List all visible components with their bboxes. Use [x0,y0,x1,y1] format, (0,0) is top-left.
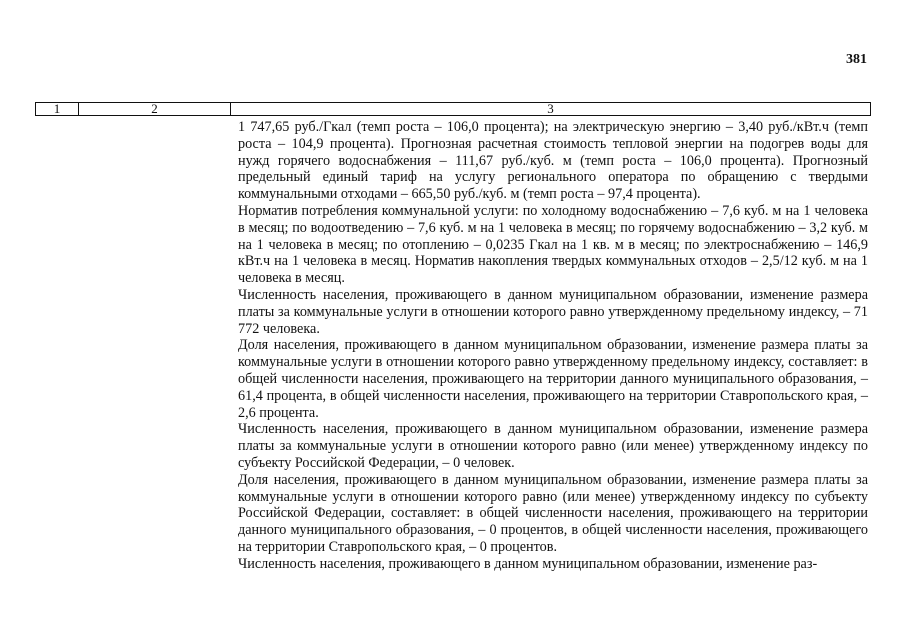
table-header-row [35,102,871,116]
paragraph-population-continued: Численность населения, проживающего в данном муниципальном образовании, изменение раз- [238,555,818,572]
table-header-col-2: 2 [79,103,231,115]
paragraph-share-equal-index: Доля населения, проживающего в данном муниципальном образовании, изменение размера платы за коммунальные услуги в отношении которого равно утвержденному предельному индексу, составляет: в общей численности населения, проживающего на территории данного муниципального образования, – 61,4 процента, в общей численности населения, проживающего на территории Ставропольского края, – 2,6 процента. [238,337,868,421]
paragraph-share-regional-index: Доля населения, проживающего в данном муниципальном образовании, изменение размера платы за коммунальные услуги в отношении которого равно (или менее) утвержденному индексу по субъекту Российской Федерации, составляет: в общей численности населения, проживающего на территории данного муниципального образования, – 0 процентов, в общей численности населения, проживающего на территории Ставропольского края, – 0 процентов. [238,471,868,555]
page-number: 381 [846,52,867,67]
paragraph-tariffs: 1 747,65 руб./Гкал (темп роста – 106,0 процента); на электрическую энергию – 3,40 руб./кВт.ч (темп роста – 104,9 процента). Прогнозная расчетная стоимость тепловой энергии на подогрев воды для нужд горячего водоснабжения – 111,67 руб./куб. м (темп роста – 106,0 процента). Прогнозный предельный единый тариф на услугу регионального оператора по обращению с твердыми коммунальными отходами – 665,50 руб./куб. м (темп роста – 97,4 процента). [238,119,868,203]
table-header-col-1: 1 [36,103,79,115]
table-header-col-3: 3 [547,101,554,116]
document-body [238,119,868,573]
paragraph-consumption-norms: Норматив потребления коммунальной услуги: по холодному водоснабжению – 7,6 куб. м на 1 человека в месяц; по водоотведению – 7,6 куб. м на 1 человека в месяц; по горячему водоснабжению – 3,2 куб. м на 1 человека в месяц; по отоплению – 0,0235 Гкал на 1 кв. м в месяц; по электроснабжению – 146,9 кВт.ч на 1 человека в месяц. Норматив накопления твердых коммунальных отходов – 2,5/12 куб. м на 1 человека в месяц. [238,202,868,287]
paragraph-population-regional-index: Численность населения, проживающего в данном муниципальном образовании, изменение размера платы за коммунальные услуги в отношении которого равно (или менее) утвержденному индексу по субъекту Российской Федерации, – 0 человек. [238,421,868,471]
paragraph-population-equal-index: Численность населения, проживающего в данном муниципальном образовании, изменение размера платы за коммунальные услуги в отношении которого равно утвержденному предельному индексу, – 71 772 человека. [238,286,868,337]
